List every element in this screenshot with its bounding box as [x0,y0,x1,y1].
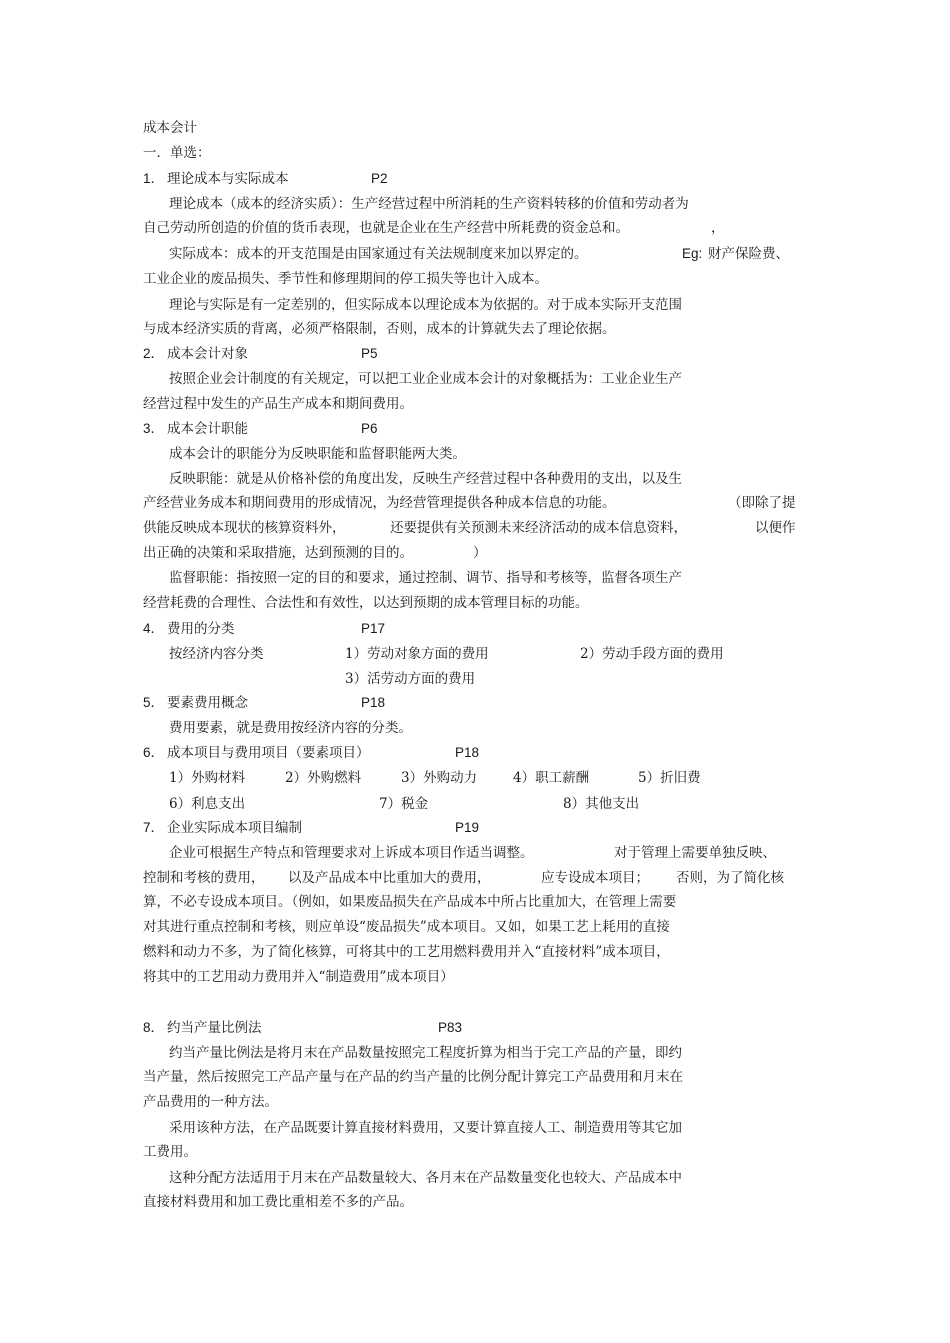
item-number: 4． [143,621,165,636]
item-title: 成本会计对象 [167,346,248,362]
paragraph-line: （即除了提 [728,495,796,511]
paragraph-line: 企业可根据生产特点和管理要求对上诉成本项目作适当调整。 [169,845,534,861]
list-entry: 2）外购燃料 [285,770,362,786]
item-page-ref: P83 [438,1020,463,1035]
item-title: 理论成本与实际成本 [167,171,289,187]
item-number: 6． [143,745,165,760]
item-page-ref: P17 [361,621,386,636]
paragraph-line: 以便作 [755,520,796,536]
list-entry: 8）其他支出 [563,796,640,812]
paragraph-line: 当产量，然后按照完工产品产量与在产品的约当产量的比例分配计算完工产品费用和月末在 [143,1069,683,1085]
item-number: 8． [143,1020,165,1035]
paragraph-line: 工业企业的废品损失、季节性和修理期间的停工损失等也计入成本。 [143,271,548,287]
paragraph-line: 理论与实际是有一定差别的，但实际成本以理论成本为依据的。对于成本实际开支范围 [169,297,682,313]
document-title: 成本会计 [143,120,197,136]
list-entry: 6）利息支出 [169,796,246,812]
paragraph-line: 成本会计的职能分为反映职能和监督职能两大类。 [169,446,466,462]
item-title: 要素费用概念 [167,695,248,711]
item-title: 企业实际成本项目编制 [167,820,302,836]
list-entry: 5）折旧费 [638,770,701,786]
list-entry: 4）职工薪酬 [513,770,590,786]
list-entry: 3）活劳动方面的费用 [345,671,476,687]
paragraph-line: 自己劳动所创造的价值的货币表现，也就是企业在生产经营中所耗费的资金总和。 [143,220,629,236]
paragraph-line: 理论成本（成本的经济实质）：生产经营过程中所消耗的生产资料转移的价值和劳动者为 [169,196,689,212]
item-page-ref: P19 [455,820,480,835]
paragraph-line: 费用要素，就是费用按经济内容的分类。 [169,720,412,736]
paragraph-line: 出正确的决策和采取措施，达到预测的目的。 [143,545,413,561]
item-number: 2． [143,346,165,361]
paragraph-line: 将其中的工艺用动力费用并入“制造费用”成本项目） [143,969,454,985]
list-entry: 1）劳动对象方面的费用 [345,646,489,662]
paragraph-line: 供能反映成本现状的核算资料外， [143,520,346,536]
paragraph-line: 经营耗费的合理性、合法性和有效性，以达到预期的成本管理目标的功能。 [143,595,589,611]
item-number: 5． [143,695,165,710]
paragraph-line: 经营过程中发生的产品生产成本和期间费用。 [143,396,413,412]
list-entry: 7）税金 [379,796,429,812]
item-page-ref: P18 [455,745,480,760]
paragraph-line: 对其进行重点控制和考核，则应单设“废品损失”成本项目。又如，如果工艺上耗用的直接 [143,919,670,935]
paragraph-line: Eg: [682,246,703,261]
paragraph-line: 按照企业会计制度的有关规定，可以把工业企业成本会计的对象概括为：工业企业生产 [169,371,682,387]
paragraph-line: 按经济内容分类 [169,646,264,662]
paragraph-line: 控制和考核的费用， [143,870,265,886]
paragraph-line: 对于管理上需要单独反映、 [614,845,776,861]
list-entry: 3）外购动力 [401,770,478,786]
paragraph-line: 应专设成本项目； [541,870,649,886]
paragraph-line: 算，不必专设成本项目。（例如，如果废品损失在产品成本中所占比重加大，在管理上需要 [143,894,677,910]
list-entry: 1）外购材料 [169,770,246,786]
paragraph-line: 财产保险费、 [708,246,789,262]
paragraph-line: 燃料和动力不多，为了简化核算，可将其中的工艺用燃料费用并入“直接材料”成本项目， [143,944,670,960]
paragraph-line: 否则，为了简化核 [676,870,784,886]
paragraph-line: 工费用。 [143,1144,197,1160]
paragraph-line: 产品费用的一种方法。 [143,1094,278,1110]
paragraph-line: 约当产量比例法是将月末在产品数量按照完工程度折算为相当于完工产品的产量，即约 [169,1045,682,1061]
section-heading: 一．单选： [143,145,211,161]
paragraph-line: 监督职能：指按照一定的目的和要求，通过控制、调节、指导和考核等，监督各项生产 [169,570,682,586]
paragraph-line: 这种分配方法适用于月末在产品数量较大、各月末在产品数量变化也较大、产品成本中 [169,1170,682,1186]
paragraph-line: 实际成本：成本的开支范围是由国家通过有关法规制度来加以界定的。 [169,246,588,262]
item-page-ref: P6 [361,421,378,436]
paragraph-line: 产经营业务成本和期间费用的形成情况，为经营管理提供各种成本信息的功能。 [143,495,616,511]
paragraph-line: 采用该种方法，在产品既要计算直接材料费用，又要计算直接人工、制造费用等其它加 [169,1120,682,1136]
item-title: 成本会计职能 [167,421,248,437]
item-page-ref: P5 [361,346,378,361]
item-number: 7． [143,820,165,835]
paragraph-line: ， [711,220,725,236]
paragraph-line: ） [473,545,487,561]
paragraph-line: 与成本经济实质的背离，必须严格限制，否则，成本的计算就失去了理论依据。 [143,321,616,337]
item-page-ref: P2 [371,171,388,186]
paragraph-line: 还要提供有关预测未来经济活动的成本信息资料， [390,520,687,536]
item-number: 3． [143,421,165,436]
item-title: 费用的分类 [167,621,235,637]
item-page-ref: P18 [361,695,386,710]
item-title: 成本项目与费用项目（要素项目） [167,745,370,761]
item-number: 1． [143,171,165,186]
paragraph-line: 以及产品成本中比重加大的费用， [288,870,491,886]
list-entry: 2）劳动手段方面的费用 [580,646,724,662]
item-title: 约当产量比例法 [167,1020,262,1036]
paragraph-line: 直接材料费用和加工费比重相差不多的产品。 [143,1194,413,1210]
paragraph-line: 反映职能：就是从价格补偿的角度出发，反映生产经营过程中各种费用的支出，以及生 [169,471,682,487]
